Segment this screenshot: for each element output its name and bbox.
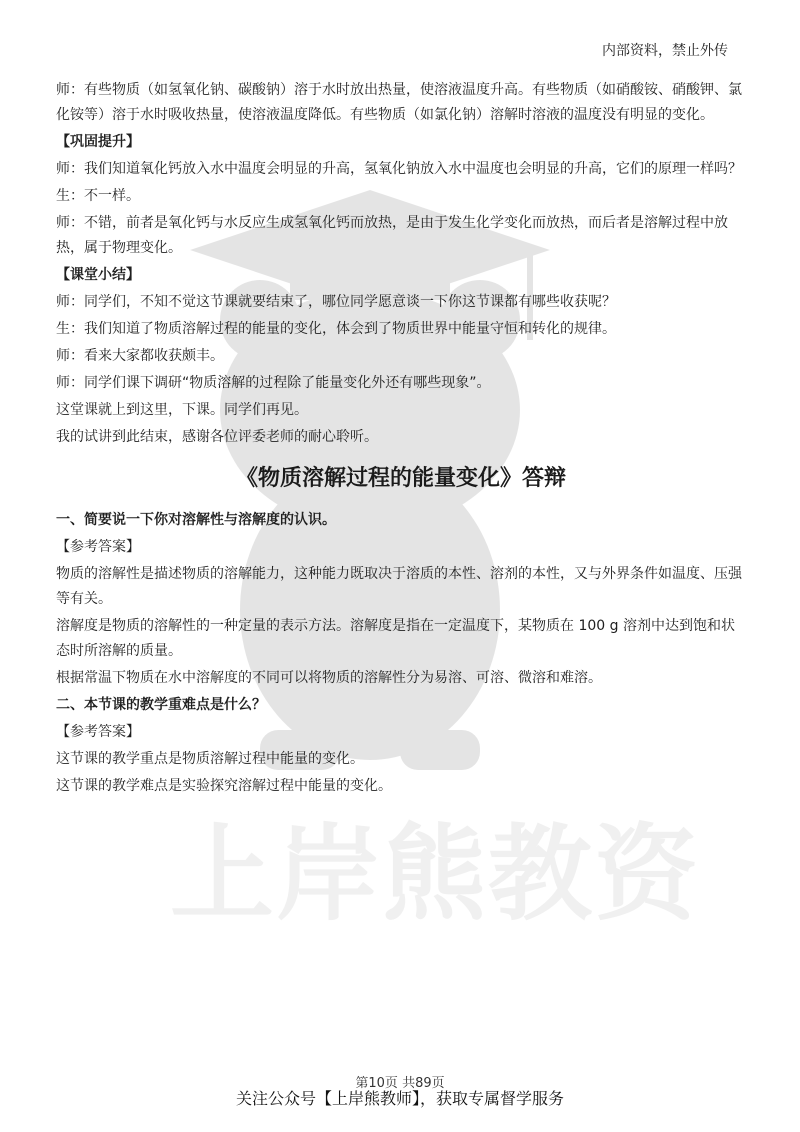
confidential-note: 内部资料，禁止外传: [602, 43, 728, 59]
section-heading-consolidate: 【巩固提升】: [56, 134, 140, 150]
paragraph-student-summary: 生：我们知道了物质溶解过程的能量的变化，体会到了物质世界中能量守恒和转化的规律。: [56, 321, 616, 337]
paragraph-closing: 我的试讲到此结束，感谢各位评委老师的耐心聆听。: [56, 429, 378, 445]
answer-2-paragraph-1: 这节课的教学重点是物质溶解过程中能量的变化。: [56, 751, 364, 767]
watermark-text: 上岸熊教资: [170, 813, 701, 935]
paragraph-student-answer: 生：不一样。: [56, 188, 140, 204]
answer-2-paragraph-2: 这节课的教学难点是实验探究溶解过程中能量的变化。: [56, 778, 392, 794]
paragraph-class-end: 这堂课就上到这里，下课。同学们再见。: [56, 402, 308, 418]
reference-answer-label-2: 【参考答案】: [56, 724, 140, 740]
answer-1-paragraph-2: 溶解度是物质的溶解性的一种定量的表示方法。溶解度是指在一定温度下，某物质在 100 g 溶剂中达到饱和状态时所溶解的质量。: [56, 618, 735, 659]
paragraph-teacher-question: 师：我们知道氧化钙放入水中温度会明显的升高，氢氧化钠放入水中温度也会明显的升高，它们的原理一样吗？: [56, 161, 742, 177]
page-number: 第10页 共89页: [355, 1076, 445, 1091]
main-content: [56, 78, 746, 801]
paragraph-teacher-summary-question: 师：同学们，不知不觉这节课就要结束了，哪位同学愿意谈一下你这节课都有哪些收获呢？: [56, 294, 616, 310]
answer-1-paragraph-3: 根据常温下物质在水中溶解度的不同可以将物质的溶解性分为易溶、可溶、微溶和难溶。: [56, 670, 602, 686]
defense-title: 《物质溶解过程的能量变化》答辩: [235, 466, 566, 491]
question-2: 二、本节课的教学重难点是什么？: [56, 697, 266, 713]
answer-1-paragraph-1: 物质的溶解性是描述物质的溶解能力，这种能力既取决于溶质的本性、溶剂的本性，又与外界条件如温度、压强等有关。: [56, 566, 742, 607]
section-heading-summary: 【课堂小结】: [56, 267, 140, 283]
paragraph-homework: 师：同学们课下调研“物质溶解的过程除了能量变化外还有哪些现象”。: [56, 375, 491, 391]
paragraph-teacher-praise: 师：看来大家都收获颇丰。: [56, 348, 224, 364]
paragraph-teacher-explain: 师：不错，前者是氧化钙与水反应生成氢氧化钙而放热，是由于发生化学变化而放热，而后者是溶解过程中放热，属于物理变化。: [56, 215, 728, 256]
question-1: 一、简要说一下你对溶解性与溶解度的认识。: [56, 512, 336, 528]
reference-answer-label-1: 【参考答案】: [56, 539, 140, 555]
paragraph-teacher-intro: 师：有些物质（如氢氧化钠、碳酸钠）溶于水时放出热量，使溶液温度升高。有些物质（如硝酸铵、硝酸钾、氯化铵等）溶于水时吸收热量，使溶液温度降低。有些物质（如氯化钠）溶解时溶液的温度没有明显的变化。: [56, 82, 742, 123]
footer-promo: 关注公众号【上岸熊教师】，获取专属督学服务: [235, 1089, 564, 1108]
